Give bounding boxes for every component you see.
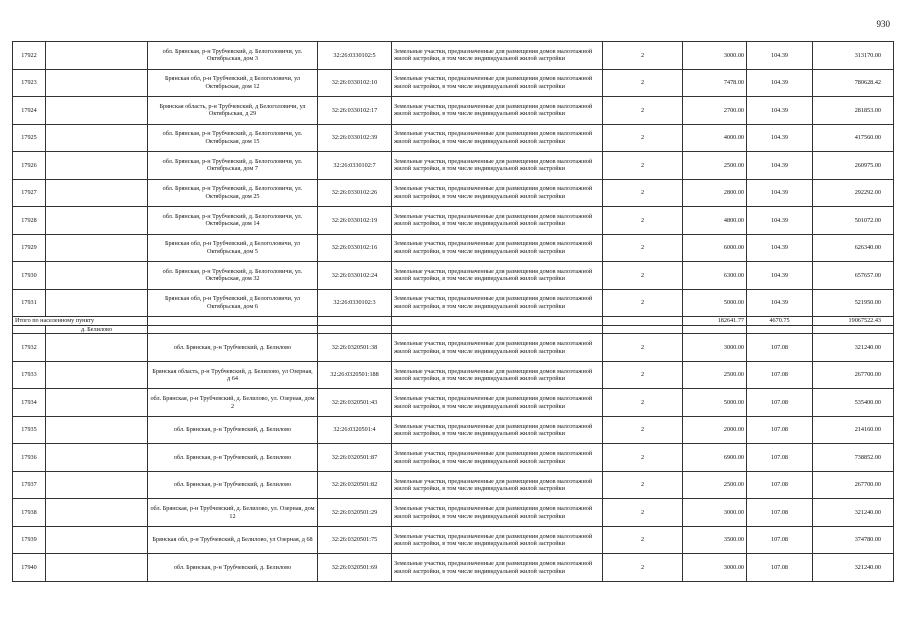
cadastral-number: 32:26:0320501:29 <box>318 499 392 527</box>
cadastral-number: 32:26:0320501:38 <box>318 334 392 362</box>
address-cell: обл. Брянская, р-н Трубчевский, д. Белилово <box>148 416 318 444</box>
group-code: 2 <box>603 97 683 125</box>
group-code: 2 <box>603 334 683 362</box>
specific-value: 104.39 <box>747 179 813 207</box>
land-use-purpose: Земельные участки, предназначенные для размещения домов малоэтажной жилой застройки, в том числе индивидуальной жилой застройки <box>392 97 603 125</box>
group-code: 2 <box>603 289 683 317</box>
specific-value: 107.08 <box>747 416 813 444</box>
land-register-table <box>12 41 894 582</box>
record-number: 17923 <box>13 69 46 97</box>
record-number: 17922 <box>13 42 46 70</box>
address-cell: обл. Брянская, р-н Трубчевский, д. Белилово <box>148 334 318 362</box>
land-use-purpose: Земельные участки, предназначенные для размещения домов малоэтажной жилой застройки, в том числе индивидуальной жилой застройки <box>392 389 603 417</box>
table-row <box>13 152 894 180</box>
locality-cell <box>46 42 148 70</box>
group-code: 2 <box>603 69 683 97</box>
locality-empty-cell <box>683 326 747 334</box>
locality-cell <box>46 207 148 235</box>
cadastral-number: 32:26:0320501:82 <box>318 471 392 499</box>
record-number: 17940 <box>13 554 46 582</box>
table-body-locality-b <box>13 334 894 582</box>
area-value: 2500.00 <box>683 471 747 499</box>
land-use-purpose: Земельные участки, предназначенные для размещения домов малоэтажной жилой застройки, в том числе индивидуальной жилой застройки <box>392 334 603 362</box>
cadastral-number: 32:26:0330102:7 <box>318 152 392 180</box>
cadastral-number: 32:26:0330102:16 <box>318 234 392 262</box>
cadastral-number: 32:26:0320501:43 <box>318 389 392 417</box>
area-value: 6000.00 <box>683 234 747 262</box>
cadastral-value: 535400.00 <box>813 389 894 417</box>
locality-cell <box>46 69 148 97</box>
cadastral-value: 281853.00 <box>813 97 894 125</box>
total-empty-cell <box>603 317 683 326</box>
area-value: 3000.00 <box>683 334 747 362</box>
address-cell: Брянская обл, р-н Трубчевский, д Белоголовичи, ул Октябрьская, дом 6 <box>148 289 318 317</box>
locality-cell <box>46 554 148 582</box>
locality-empty-cell <box>13 326 46 334</box>
locality-cell <box>46 234 148 262</box>
specific-value: 107.08 <box>747 444 813 472</box>
locality-cell <box>46 124 148 152</box>
group-code: 2 <box>603 389 683 417</box>
cadastral-number: 32:26:0330102:19 <box>318 207 392 235</box>
address-cell: обл. Брянская, р-н Трубчевский, д. Белоголовичи, ул. Октябрьская, дом 25 <box>148 179 318 207</box>
cadastral-value: 267700.00 <box>813 361 894 389</box>
total-row <box>13 317 894 326</box>
specific-value: 107.08 <box>747 499 813 527</box>
total-label: Итого по населенному пункту <box>13 317 148 326</box>
specific-value: 107.08 <box>747 389 813 417</box>
specific-value: 107.08 <box>747 554 813 582</box>
land-use-purpose: Земельные участки, предназначенные для размещения домов малоэтажной жилой застройки, в том числе индивидуальной жилой застройки <box>392 124 603 152</box>
address-cell: Брянская область, р-н Трубчевский, д. Белилово, ул Озерная, д 64 <box>148 361 318 389</box>
table-row <box>13 289 894 317</box>
cadastral-value: 374780.00 <box>813 526 894 554</box>
table-row <box>13 207 894 235</box>
locality-cell <box>46 361 148 389</box>
table-row <box>13 334 894 362</box>
specific-value: 107.08 <box>747 471 813 499</box>
land-use-purpose: Земельные участки, предназначенные для размещения домов малоэтажной жилой застройки, в том числе индивидуальной жилой застройки <box>392 179 603 207</box>
area-value: 7478.00 <box>683 69 747 97</box>
group-code: 2 <box>603 234 683 262</box>
cadastral-number: 32:26:0320501:69 <box>318 554 392 582</box>
table-row <box>13 179 894 207</box>
locality-cell <box>46 289 148 317</box>
cadastral-value: 321240.00 <box>813 334 894 362</box>
group-code: 2 <box>603 416 683 444</box>
area-value: 5000.00 <box>683 389 747 417</box>
table-body-summary <box>13 317 894 334</box>
land-use-purpose: Земельные участки, предназначенные для размещения домов малоэтажной жилой застройки, в том числе индивидуальной жилой застройки <box>392 554 603 582</box>
land-use-purpose: Земельные участки, предназначенные для размещения домов малоэтажной жилой застройки, в том числе индивидуальной жилой застройки <box>392 42 603 70</box>
group-code: 2 <box>603 179 683 207</box>
area-value: 6900.00 <box>683 444 747 472</box>
locality-cell <box>46 334 148 362</box>
cadastral-number: 32:26:0320501:4 <box>318 416 392 444</box>
group-code: 2 <box>603 444 683 472</box>
locality-cell <box>46 262 148 290</box>
area-value: 2700.00 <box>683 97 747 125</box>
record-number: 17938 <box>13 499 46 527</box>
group-code: 2 <box>603 471 683 499</box>
specific-value: 104.39 <box>747 69 813 97</box>
locality-cell <box>46 526 148 554</box>
specific-value: 104.39 <box>747 124 813 152</box>
locality-cell <box>46 389 148 417</box>
specific-value: 104.39 <box>747 262 813 290</box>
cadastral-value: 626340.00 <box>813 234 894 262</box>
area-value: 5000.00 <box>683 289 747 317</box>
cadastral-number: 32:26:0330102:5 <box>318 42 392 70</box>
record-number: 17928 <box>13 207 46 235</box>
total-rate: 4670.75 <box>747 317 813 326</box>
locality-empty-cell <box>318 326 392 334</box>
land-use-purpose: Земельные участки, предназначенные для размещения домов малоэтажной жилой застройки, в том числе индивидуальной жилой застройки <box>392 69 603 97</box>
locality-empty-cell <box>392 326 603 334</box>
locality-empty-cell <box>148 326 318 334</box>
table-row <box>13 234 894 262</box>
table-row <box>13 42 894 70</box>
record-number: 17932 <box>13 334 46 362</box>
cadastral-value: 657657.00 <box>813 262 894 290</box>
record-number: 17935 <box>13 416 46 444</box>
cadastral-number: 32:26:0330102:26 <box>318 179 392 207</box>
address-cell: обл. Брянская, р-н Трубчевский, д. Белоголовичи, ул. Октябрьская, дом 15 <box>148 124 318 152</box>
cadastral-number: 32:26:0320501:188 <box>318 361 392 389</box>
locality-empty-cell <box>813 326 894 334</box>
cadastral-number: 32:26:0320501:75 <box>318 526 392 554</box>
specific-value: 107.08 <box>747 334 813 362</box>
cadastral-value: 417560.00 <box>813 124 894 152</box>
table-row <box>13 471 894 499</box>
record-number: 17929 <box>13 234 46 262</box>
page-number: 930 <box>876 19 890 29</box>
total-empty-cell <box>318 317 392 326</box>
cadastral-number: 32:26:0320501:87 <box>318 444 392 472</box>
record-number: 17925 <box>13 124 46 152</box>
cadastral-value: 501072.00 <box>813 207 894 235</box>
address-cell: обл. Брянская, р-н Трубчевский, д. Белилово <box>148 444 318 472</box>
table-row <box>13 554 894 582</box>
land-use-purpose: Земельные участки, предназначенные для размещения домов малоэтажной жилой застройки, в том числе индивидуальной жилой застройки <box>392 152 603 180</box>
table-row <box>13 97 894 125</box>
cadastral-number: 32:26:0330102:10 <box>318 69 392 97</box>
area-value: 4000.00 <box>683 124 747 152</box>
land-use-purpose: Земельные участки, предназначенные для размещения домов малоэтажной жилой застройки, в том числе индивидуальной жилой застройки <box>392 526 603 554</box>
specific-value: 104.39 <box>747 42 813 70</box>
locality-cell <box>46 97 148 125</box>
group-code: 2 <box>603 554 683 582</box>
group-code: 2 <box>603 361 683 389</box>
locality-cell <box>46 179 148 207</box>
table-body-locality-a <box>13 42 894 317</box>
cadastral-value: 292292.00 <box>813 179 894 207</box>
specific-value: 104.39 <box>747 97 813 125</box>
locality-row <box>13 326 894 334</box>
record-number: 17936 <box>13 444 46 472</box>
table-row <box>13 389 894 417</box>
cadastral-value: 780628.42 <box>813 69 894 97</box>
group-code: 2 <box>603 526 683 554</box>
table-row <box>13 361 894 389</box>
address-cell: Брянская обл, р-н Трубчевский, д Белоголовичи, ул Октябрьская, дом 5 <box>148 234 318 262</box>
record-number: 17931 <box>13 289 46 317</box>
address-cell: Брянская область, р-н Трубчевский, д Белоголовичи, ул Октябрьская, д 29 <box>148 97 318 125</box>
table-row <box>13 444 894 472</box>
cadastral-value: 321240.00 <box>813 499 894 527</box>
area-value: 3000.00 <box>683 554 747 582</box>
land-use-purpose: Земельные участки, предназначенные для размещения домов малоэтажной жилой застройки, в том числе индивидуальной жилой застройки <box>392 361 603 389</box>
area-value: 2000.00 <box>683 416 747 444</box>
specific-value: 104.39 <box>747 207 813 235</box>
area-value: 3000.00 <box>683 42 747 70</box>
table-row <box>13 69 894 97</box>
area-value: 3500.00 <box>683 526 747 554</box>
area-value: 2500.00 <box>683 361 747 389</box>
record-number: 17927 <box>13 179 46 207</box>
cadastral-value: 313170.00 <box>813 42 894 70</box>
locality-cell <box>46 499 148 527</box>
record-number: 17939 <box>13 526 46 554</box>
locality-cell <box>46 416 148 444</box>
group-code: 2 <box>603 207 683 235</box>
cadastral-number: 32:26:0330102:24 <box>318 262 392 290</box>
total-empty-cell <box>148 317 318 326</box>
record-number: 17930 <box>13 262 46 290</box>
record-number: 17924 <box>13 97 46 125</box>
specific-value: 104.39 <box>747 289 813 317</box>
area-value: 4800.00 <box>683 207 747 235</box>
record-number: 17937 <box>13 471 46 499</box>
land-use-purpose: Земельные участки, предназначенные для размещения домов малоэтажной жилой застройки, в том числе индивидуальной жилой застройки <box>392 262 603 290</box>
area-value: 6300.00 <box>683 262 747 290</box>
locality-cell <box>46 152 148 180</box>
cadastral-value: 738852.00 <box>813 444 894 472</box>
land-use-purpose: Земельные участки, предназначенные для размещения домов малоэтажной жилой застройки, в том числе индивидуальной жилой застройки <box>392 234 603 262</box>
group-code: 2 <box>603 262 683 290</box>
locality-name: д. Белилово <box>46 326 148 334</box>
area-value: 2500.00 <box>683 152 747 180</box>
table-row <box>13 526 894 554</box>
land-use-purpose: Земельные участки, предназначенные для размещения домов малоэтажной жилой застройки, в том числе индивидуальной жилой застройки <box>392 499 603 527</box>
area-value: 2800.00 <box>683 179 747 207</box>
land-use-purpose: Земельные участки, предназначенные для размещения домов малоэтажной жилой застройки, в том числе индивидуальной жилой застройки <box>392 444 603 472</box>
address-cell: Брянская обл, р-н Трубчевский, д Белоголовичи, ул Октябрьская, дом 12 <box>148 69 318 97</box>
address-cell: обл. Брянская, р-н Трубчевский, д. Белилово <box>148 554 318 582</box>
area-value: 3000.00 <box>683 499 747 527</box>
address-cell: обл. Брянская, р-н Трубчевский, д. Белоголовичи, ул. Октябрьская, дом 3 <box>148 42 318 70</box>
locality-empty-cell <box>603 326 683 334</box>
address-cell: обл. Брянская, р-н Трубчевский, д. Белоголовичи, ул. Октябрьская, дом 32 <box>148 262 318 290</box>
cadastral-number: 32:26:0330102:39 <box>318 124 392 152</box>
group-code: 2 <box>603 499 683 527</box>
record-number: 17934 <box>13 389 46 417</box>
record-number: 17926 <box>13 152 46 180</box>
specific-value: 104.39 <box>747 234 813 262</box>
record-number: 17933 <box>13 361 46 389</box>
address-cell: обл. Брянская, р-н Трубчевский, д. Белилово, ул. Озерная, дом 12 <box>148 499 318 527</box>
specific-value: 104.39 <box>747 152 813 180</box>
cadastral-value: 267700.00 <box>813 471 894 499</box>
total-area: 182641.77 <box>683 317 747 326</box>
land-use-purpose: Земельные участки, предназначенные для размещения домов малоэтажной жилой застройки, в том числе индивидуальной жилой застройки <box>392 471 603 499</box>
table-row <box>13 124 894 152</box>
address-cell: обл. Брянская, р-н Трубчевский, д. Белоголовичи, ул. Октябрьская, дом 14 <box>148 207 318 235</box>
total-empty-cell <box>392 317 603 326</box>
table-row <box>13 499 894 527</box>
specific-value: 107.08 <box>747 526 813 554</box>
group-code: 2 <box>603 152 683 180</box>
table-row <box>13 416 894 444</box>
group-code: 2 <box>603 42 683 70</box>
land-use-purpose: Земельные участки, предназначенные для размещения домов малоэтажной жилой застройки, в том числе индивидуальной жилой застройки <box>392 289 603 317</box>
locality-cell <box>46 444 148 472</box>
address-cell: Брянская обл, р-н Трубчевский, д Белилово, ул Озерная, д 68 <box>148 526 318 554</box>
specific-value: 107.08 <box>747 361 813 389</box>
cadastral-number: 32:26:0330102:3 <box>318 289 392 317</box>
cadastral-value: 321240.00 <box>813 554 894 582</box>
land-use-purpose: Земельные участки, предназначенные для размещения домов малоэтажной жилой застройки, в том числе индивидуальной жилой застройки <box>392 207 603 235</box>
address-cell: обл. Брянская, р-н Трубчевский, д. Белоголовичи, ул. Октябрьская, дом 7 <box>148 152 318 180</box>
cadastral-value: 260975.00 <box>813 152 894 180</box>
locality-cell <box>46 471 148 499</box>
table-row <box>13 262 894 290</box>
cadastral-number: 32:26:0330102:17 <box>318 97 392 125</box>
land-use-purpose: Земельные участки, предназначенные для размещения домов малоэтажной жилой застройки, в том числе индивидуальной жилой застройки <box>392 416 603 444</box>
locality-empty-cell <box>747 326 813 334</box>
group-code: 2 <box>603 124 683 152</box>
total-value: 19067522.43 <box>813 317 894 326</box>
cadastral-value: 521950.00 <box>813 289 894 317</box>
address-cell: обл. Брянская, р-н Трубчевский, д. Белилово <box>148 471 318 499</box>
address-cell: обл. Брянская, р-н Трубчевский, д. Белилово, ул. Озерная, дом 2 <box>148 389 318 417</box>
cadastral-value: 214160.00 <box>813 416 894 444</box>
